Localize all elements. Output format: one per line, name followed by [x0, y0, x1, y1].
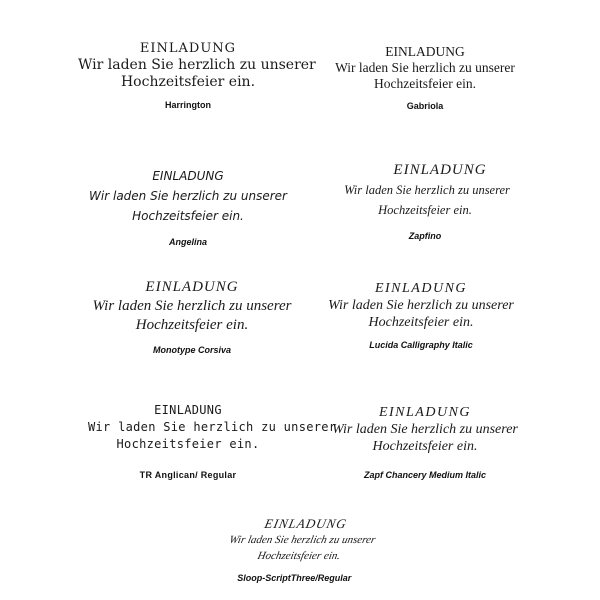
sample-text-line-1: Wir laden Sie herzlich zu unserer: [89, 189, 287, 203]
font-sample-monotype-corsiva: [82, 278, 302, 360]
sample-heading: EINLADUNG: [374, 281, 468, 296]
sample-text-line-1: Wir laden Sie herzlich zu unserer: [328, 298, 514, 313]
sample-heading: EINLADUNG: [154, 403, 222, 417]
sample-text-line-2: Hochzeitsfeier ein.: [135, 317, 249, 333]
sample-heading: EINLADUNG: [378, 405, 472, 420]
font-sample-harrington: [78, 40, 316, 114]
sample-heading: EINLADUNG: [263, 516, 349, 531]
sample-heading: EINLADUNG: [152, 169, 224, 183]
font-sample-zapfino: [320, 160, 530, 246]
font-sample-tr-anglican: [88, 402, 337, 484]
font-name-caption: Monotype Corsiva: [152, 345, 231, 355]
font-name-caption: Gabriola: [406, 101, 444, 111]
sample-text-line-2: Hochzeitsfeier ein.: [372, 439, 478, 454]
font-name-caption: Sloop-ScriptThree/Regular: [237, 573, 352, 583]
sample-text-line-1: Wir laden Sie herzlich zu unserer: [335, 60, 515, 75]
font-sample-lucida-calligraphy: [298, 280, 544, 354]
sample-text-line-1: Wir laden Sie herzlich zu unserer: [344, 183, 510, 197]
sample-text-line-1: Wir laden Sie herzlich zu unserer: [332, 422, 518, 437]
font-name-caption: Angelina: [168, 237, 207, 247]
sample-text-line-2: Hochzeitsfeier ein.: [368, 315, 474, 330]
sample-text-line-1: Wir laden Sie herzlich zu unserer: [92, 298, 292, 314]
font-name-caption: Zapf Chancery Medium Italic: [363, 470, 487, 480]
sample-text-line-2: Hochzeitsfeier ein.: [132, 209, 244, 223]
sample-heading: EINLADUNG: [139, 41, 237, 56]
sample-text-line-1: Wir laden Sie herzlich zu unserer: [78, 57, 316, 73]
sample-text-line-2: Hochzeitsfeier ein.: [256, 550, 342, 562]
font-sample-sloop-script: [193, 516, 408, 586]
sample-text-line-1: Wir laden Sie herzlich zu unserer: [228, 534, 377, 546]
font-sample-angelina: [88, 166, 288, 252]
font-name-caption: Zapfino: [408, 231, 442, 241]
font-sample-zapf-chancery: [310, 404, 540, 484]
font-sample-gabriola: [320, 44, 530, 114]
sample-heading: EINLADUNG: [145, 279, 239, 295]
sample-text-line-2: Hochzeitsfeier ein.: [120, 74, 256, 90]
sample-heading: EINLADUNG: [385, 44, 465, 59]
font-name-caption: Harrington: [165, 100, 211, 110]
sample-text-line-2: Hochzeitsfeier ein.: [374, 76, 476, 91]
font-name-caption: Lucida Calligraphy Italic: [369, 340, 473, 350]
sample-text-line-2: Hochzeitsfeier ein.: [378, 203, 472, 217]
sample-heading: EINLADUNG: [393, 162, 487, 178]
font-name-caption: TR Anglican/ Regular: [139, 470, 237, 480]
sample-text-line-2: Hochzeitsfeier ein.: [116, 437, 260, 451]
sample-text-line-1: Wir laden Sie herzlich zu unserer: [88, 420, 337, 434]
